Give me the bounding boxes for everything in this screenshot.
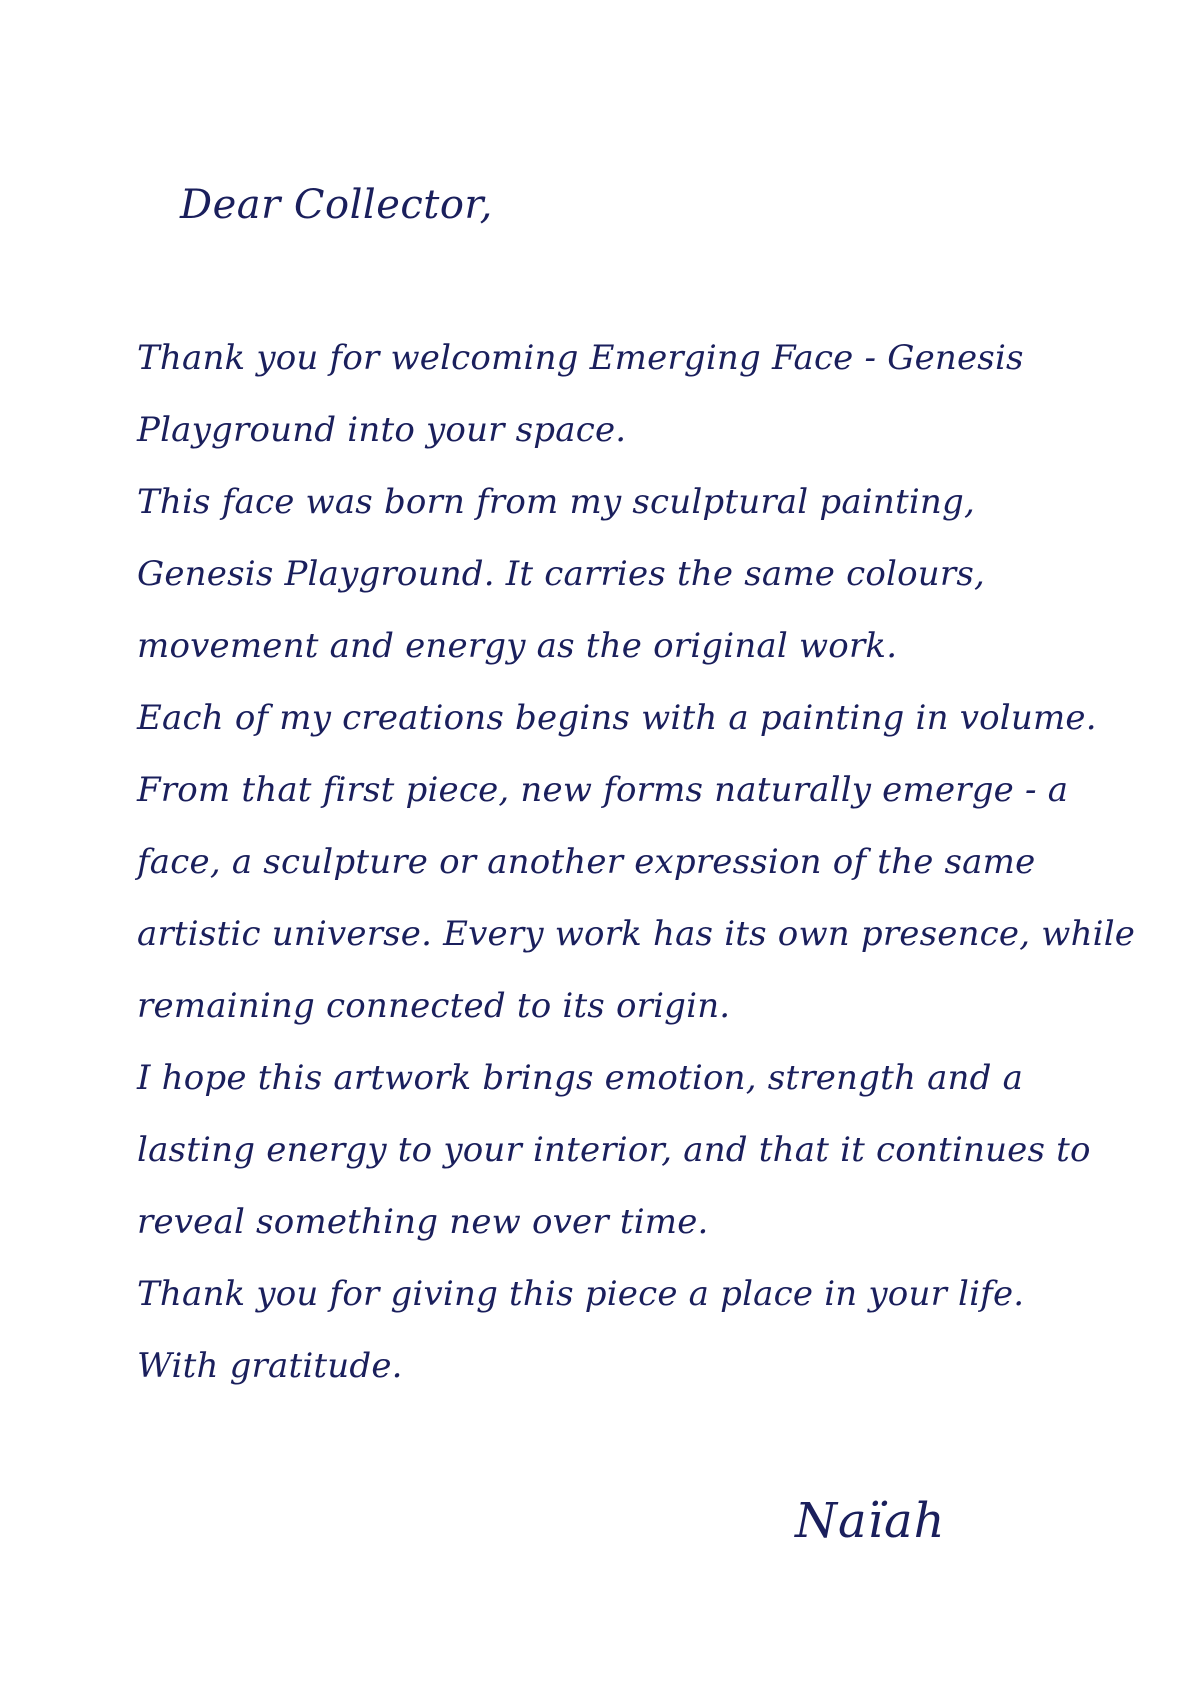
letter-line: lasting energy to your interior, and that it continues to (137, 1130, 1091, 1170)
letter-line: artistic universe. Every work has its own presence, while (137, 914, 1136, 954)
letter-line: Genesis Playground. It carries the same colours, (137, 554, 985, 594)
letter-line: movement and energy as the original work. (137, 626, 898, 666)
letter-line: With gratitude. (137, 1346, 403, 1386)
letter-line: remaining connected to its origin. (137, 986, 731, 1026)
letter-body (137, 322, 1137, 1402)
letter-line: reveal something new over time. (137, 1202, 709, 1242)
letter-line: I hope this artwork brings emotion, strength and a (137, 1058, 1024, 1098)
letter-line: From that first piece, new forms naturally emerge - a (137, 770, 1069, 810)
letter-line: Each of my creations begins with a painting in volume. (137, 698, 1097, 738)
letter-line: Thank you for welcoming Emerging Face - Genesis (137, 338, 1024, 378)
letter-line: face, a sculpture or another expression of the same (137, 842, 1036, 882)
salutation: Dear Collector, (180, 182, 493, 228)
letter-line: This face was born from my sculptural painting, (137, 482, 975, 522)
letter-line: Thank you for giving this piece a place in your life. (137, 1274, 1025, 1314)
signature: Naïah (795, 1493, 946, 1549)
letter-line: Playground into your space. (137, 410, 627, 450)
